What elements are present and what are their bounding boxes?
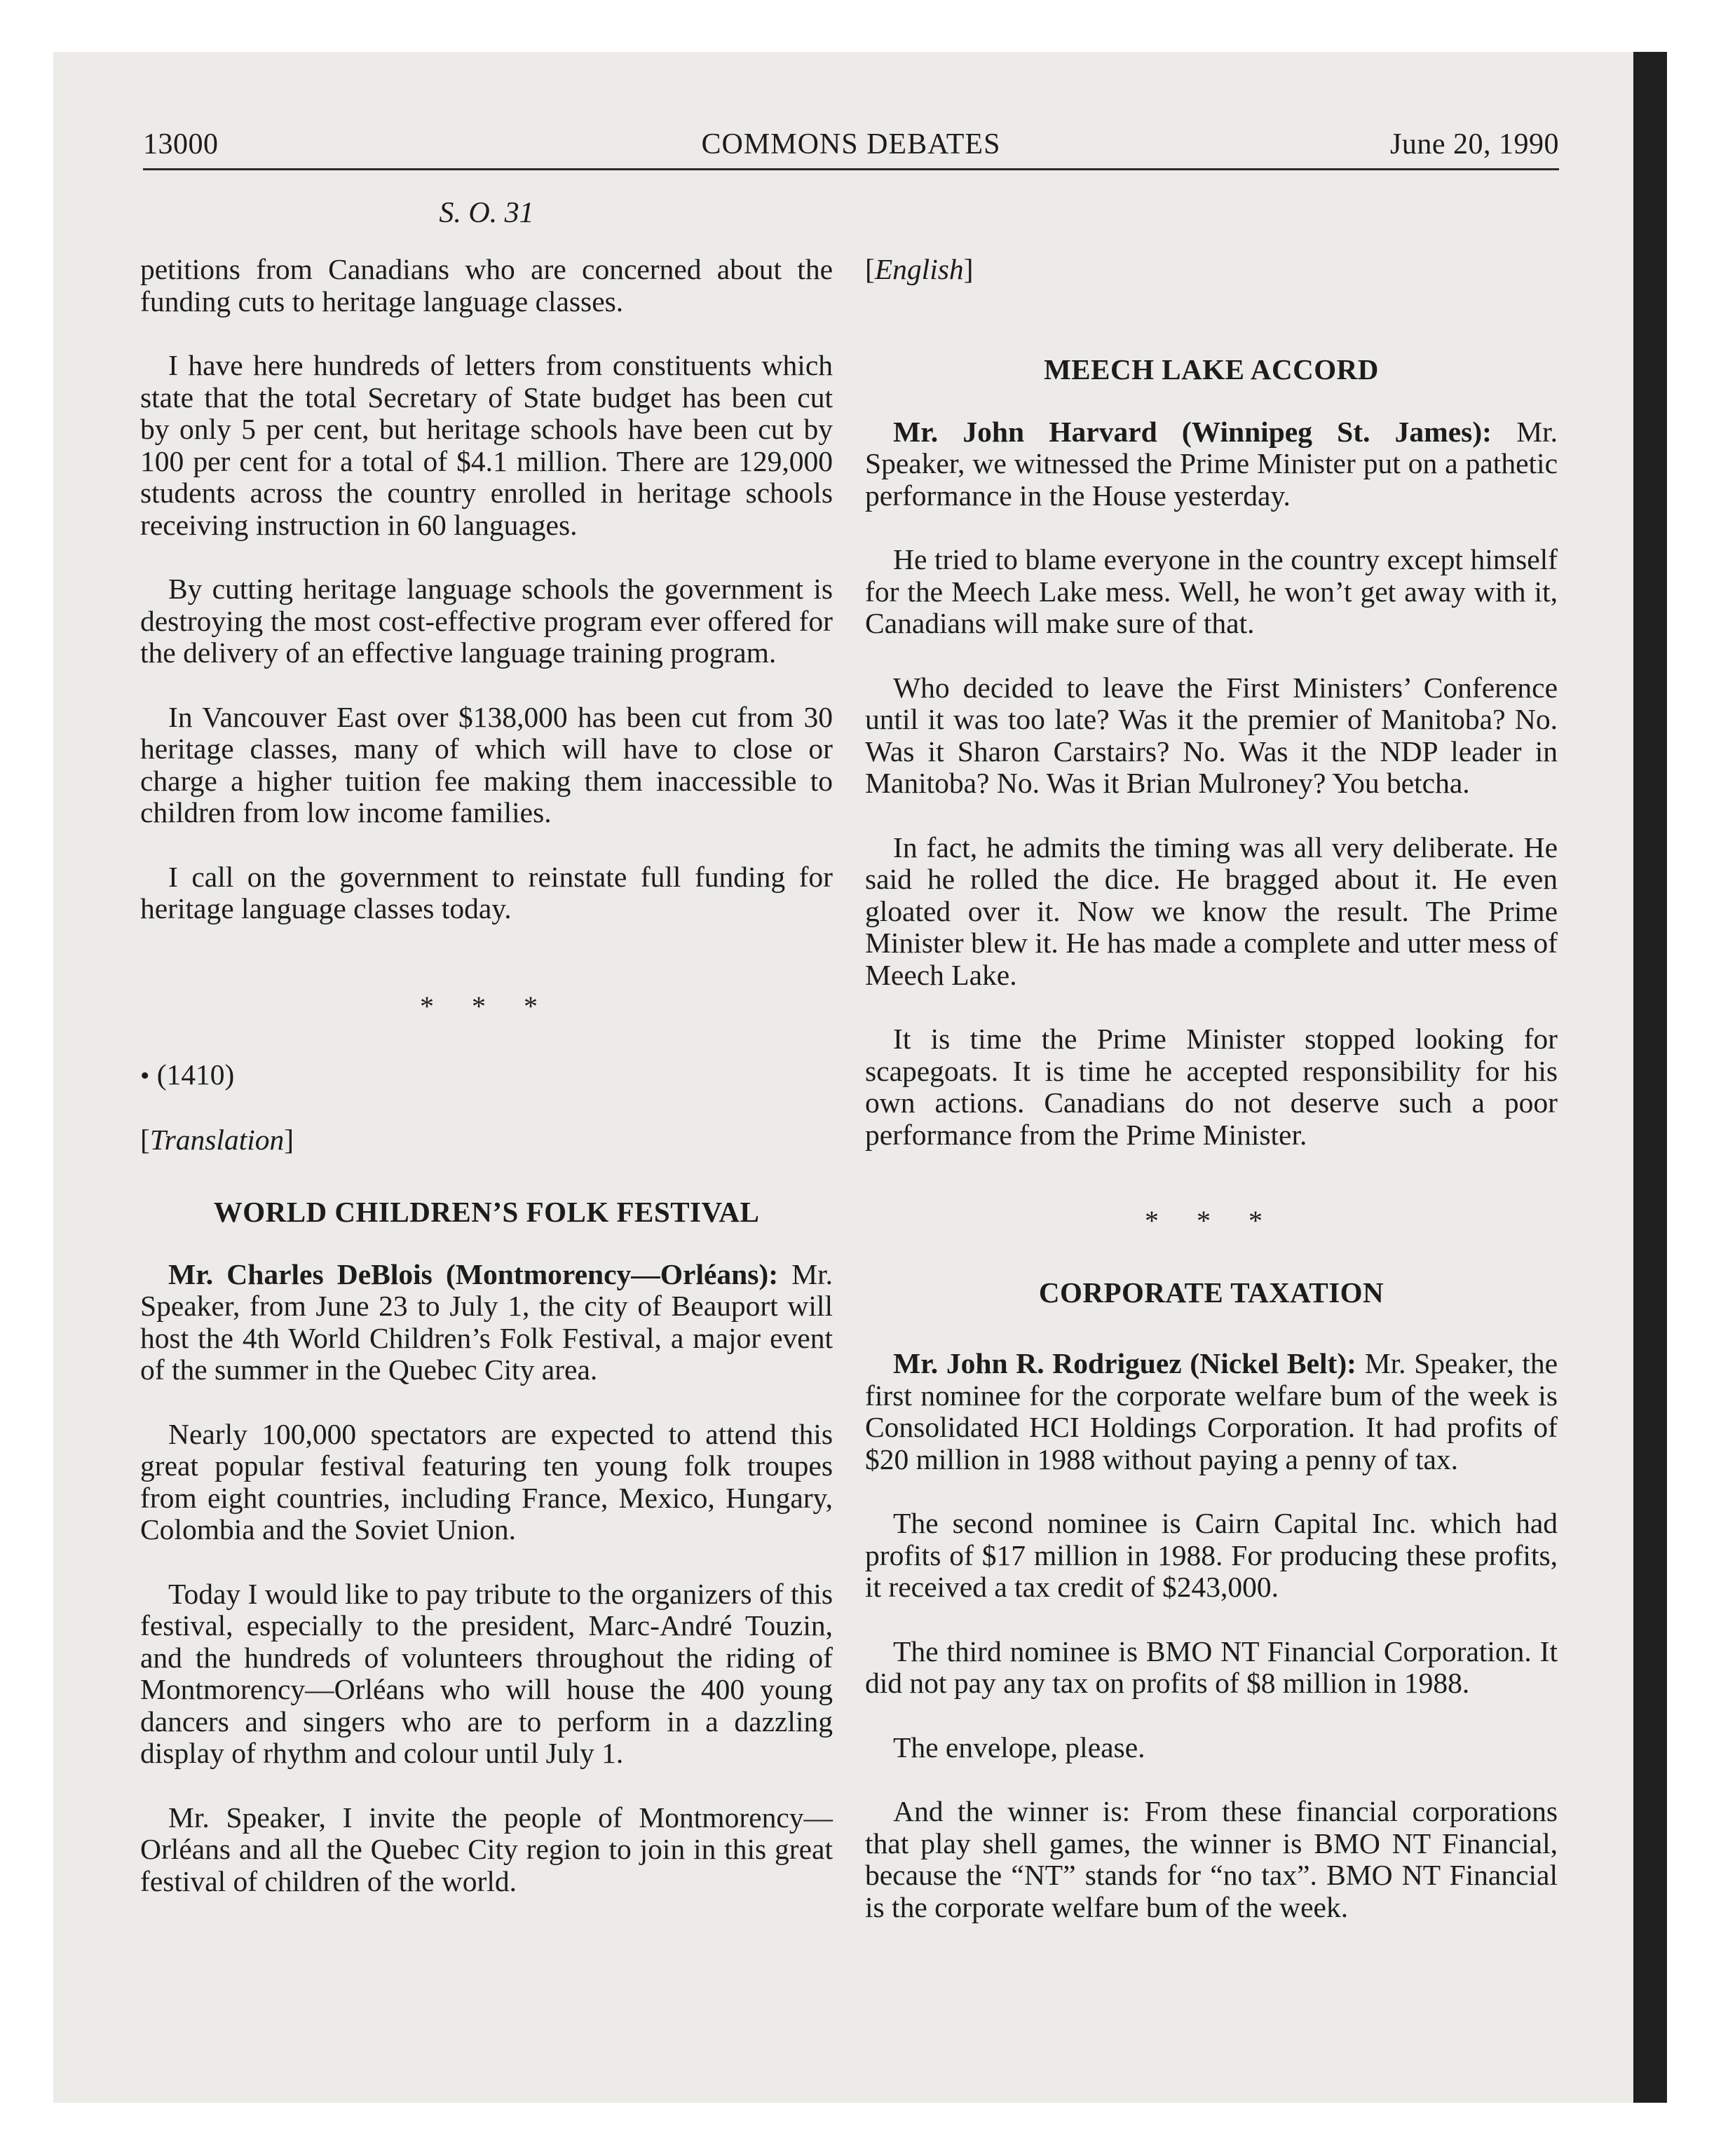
paragraph: In fact, he admits the timing was all very deliberate. He said he rolled the dice. He bragged about it. He even gloated over it. Now we know the result. The Prime Minister blew it. He has made a complete and utter mess of Meech Lake. bbox=[865, 831, 1558, 991]
paragraph: Who decided to leave the First Ministers’ Conference until it was too late? Was it the premier of Manitoba? No. Was it Sharon Carstairs? No. Was it the NDP leader in Manitoba? No. Was it Brian Mulroney? You betcha. bbox=[865, 671, 1558, 799]
paragraph: Today I would like to pay tribute to the organizers of this festival, especially to the president, Marc-André Touzin, and the hundreds of volunteers throughout the riding of Montmorency—Orléans who will house the 400 young dancers and singers who are to perform in a dazzling display of rhythm and colour until July 1. bbox=[140, 1577, 833, 1769]
speaker-name: Mr. John R. Rodriguez (Nickel Belt): bbox=[893, 1347, 1356, 1379]
header-rule bbox=[143, 168, 1559, 170]
timestamp: (1410) bbox=[156, 1058, 235, 1091]
paragraph: Nearly 100,000 spectators are expected to attend this great popular festival featuring ten young folk troupes from eight countries, including France, Mexico, Hungary, Colombia and the Soviet Union. bbox=[140, 1417, 833, 1546]
paragraph: And the winner is: From these financial corporations that play shell games, the winner is BMO NT Financial, because the “NT” stands for “no tax”. BMO NT Financial is the corporate welfare bum of the week. bbox=[865, 1795, 1558, 1923]
paragraph: He tried to blame everyone in the country except himself for the Meech Lake mess. Well, he won’t get away with it, Canadians will make sure of that. bbox=[865, 543, 1558, 639]
speech-paragraph: Mr. John Harvard (Winnipeg St. James): Mr. Speaker, we witnessed the Prime Minister put on a pathetic performance in the House yesterday. bbox=[865, 415, 1558, 512]
section-heading: WORLD CHILDREN’S FOLK FESTIVAL bbox=[213, 1195, 760, 1228]
page-number: 13000 bbox=[143, 128, 219, 161]
paragraph: I call on the government to reinstate full funding for heritage language classes today. bbox=[140, 860, 833, 925]
time-marker bbox=[140, 1059, 833, 1093]
paragraph: The third nominee is BMO NT Financial Corporation. It did not pay any tax on profits of $8 million in 1988. bbox=[865, 1635, 1558, 1699]
section-separator: * * * bbox=[1145, 1205, 1278, 1236]
speech-paragraph: Mr. John R. Rodriguez (Nickel Belt): Mr. Speaker, the first nominee for the corporate welfare bum of the week is Consolidated HCI Holdings Corporation. It had profits of $20 million in 1988 without paying a penny of tax. bbox=[865, 1347, 1558, 1475]
bullet-icon: • bbox=[140, 1060, 150, 1091]
section-label: S. O. 31 bbox=[439, 197, 534, 229]
speech-paragraph: Mr. Charles DeBlois (Montmorency—Orléans): Mr. Speaker, from June 23 to July 1, the city of Beauport will host the 4th World Children’s Folk Festival, a major event of the summer in the Quebec City area. bbox=[140, 1257, 833, 1386]
page-date: June 20, 1990 bbox=[1390, 128, 1559, 161]
paragraph: By cutting heritage language schools the government is destroying the most cost-effective program ever offered for the delivery of an effective language training program. bbox=[140, 573, 833, 669]
language-label: [Translation] bbox=[140, 1124, 294, 1156]
paragraph: The second nominee is Cairn Capital Inc. which had profits of $17 million in 1988. For producing these profits, it received a tax credit of $243,000. bbox=[865, 1507, 1558, 1603]
paragraph: It is time the Prime Minister stopped looking for scapegoats. It is time he accepted responsibility for his own actions. Canadians do not deserve such a poor performance from the Prime Minister. bbox=[865, 1023, 1558, 1151]
paragraph: petitions from Canadians who are concerned about the funding cuts to heritage language classes. bbox=[140, 253, 833, 318]
speaker-name: Mr. John Harvard (Winnipeg St. James): bbox=[893, 415, 1492, 448]
left-column bbox=[140, 254, 833, 1930]
paragraph: I have here hundreds of letters from constituents which state that the total Secretary of State budget has been cut by only 5 per cent, but heritage schools have been cut by 100 per cent for a total of $4.1 million. There are 129,000 students across the country enrolled in heritage schools receiving instruction in 60 languages. bbox=[140, 349, 833, 541]
paragraph: Mr. Speaker, I invite the people of Montmorency—Orléans and all the Quebec City region to join in this great festival of children of the world. bbox=[140, 1801, 833, 1897]
translation-label: Translation bbox=[149, 1124, 285, 1156]
section-heading: MEECH LAKE ACCORD bbox=[1044, 353, 1379, 386]
section-heading: CORPORATE TAXATION bbox=[1038, 1276, 1384, 1309]
page-header bbox=[143, 128, 1559, 167]
section-separator: * * * bbox=[420, 990, 553, 1022]
paragraph: In Vancouver East over $138,000 has been cut from 30 heritage classes, many of which will have to close or charge a higher tuition fee making them inaccessible to children from low income families. bbox=[140, 700, 833, 828]
speaker-name: Mr. Charles DeBlois (Montmorency—Orléans): bbox=[168, 1257, 779, 1290]
paragraph: The envelope, please. bbox=[893, 1731, 1145, 1763]
right-column bbox=[865, 254, 1558, 1956]
binding-edge bbox=[1633, 52, 1667, 2103]
language-label: [English] bbox=[865, 253, 974, 285]
publication-title: COMMONS DEBATES bbox=[701, 128, 1001, 161]
english-label: English bbox=[874, 253, 964, 285]
